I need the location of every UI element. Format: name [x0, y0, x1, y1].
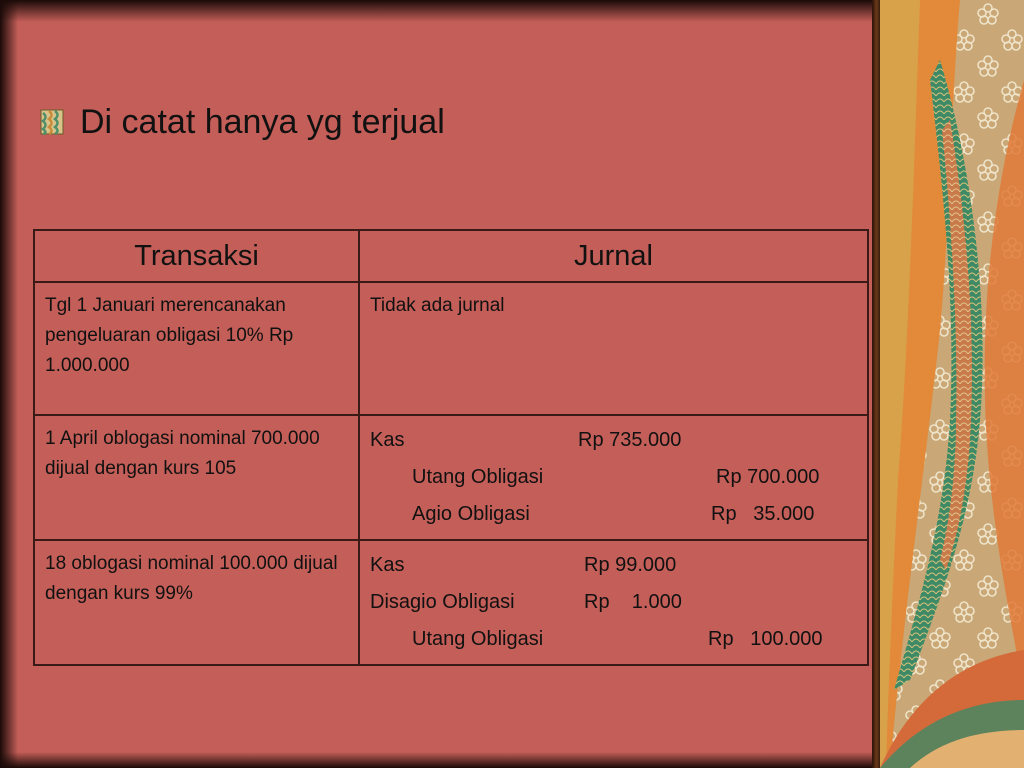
account-name: Kas [370, 429, 405, 451]
header-transaksi: Transaksi [34, 230, 359, 282]
transaksi-text: 1 April oblogasi nominal 700.000 dijual dengan kurs 105 [45, 428, 320, 479]
table-row [34, 540, 868, 665]
amount: Rp 735.000 [578, 429, 682, 451]
table-row [34, 282, 868, 415]
amount: Rp 100.000 [708, 628, 823, 650]
header-jurnal: Jurnal [359, 230, 868, 282]
top-shadow [0, 0, 880, 22]
bullet-icon [40, 109, 64, 135]
journal-line [360, 584, 867, 621]
jurnal-text: Tidak ada jurnal [370, 295, 505, 316]
account-name: Disagio Obligasi [370, 591, 515, 613]
table-header-row [34, 230, 868, 282]
journal-line [360, 547, 867, 584]
transaksi-cell [34, 415, 359, 540]
journal-line [360, 459, 867, 496]
table-row [34, 415, 868, 540]
jurnal-table [33, 229, 869, 666]
bullet-row [40, 100, 445, 144]
account-name: Utang Obligasi [412, 628, 544, 650]
journal-line [360, 496, 867, 533]
journal-entries [360, 416, 867, 539]
transaksi-cell [34, 282, 359, 415]
journal-entries [360, 541, 867, 664]
journal-line [360, 422, 867, 459]
journal-line [360, 621, 867, 658]
account-name: Utang Obligasi [412, 466, 544, 488]
jurnal-cell [359, 415, 868, 540]
transaksi-cell [34, 540, 359, 665]
bottom-shadow [0, 752, 880, 768]
amount: Rp 99.000 [584, 554, 677, 576]
decorative-pattern-panel [880, 0, 1024, 768]
amount: Rp 1.000 [584, 591, 682, 613]
jurnal-cell [359, 540, 868, 665]
left-shadow [0, 0, 18, 768]
transaksi-text: 18 oblogasi nominal 100.000 dijual dengan kurs 99% [45, 553, 338, 604]
bullet-text: Di catat hanya yg terjual [80, 103, 445, 141]
amount: Rp 35.000 [711, 503, 815, 525]
amount: Rp 700.000 [716, 466, 820, 488]
jurnal-cell [359, 282, 868, 415]
transaksi-text: Tgl 1 Januari merencanakan pengeluaran obligasi 10% Rp 1.000.000 [45, 295, 294, 376]
account-name: Kas [370, 554, 405, 576]
account-name: Agio Obligasi [412, 503, 530, 525]
